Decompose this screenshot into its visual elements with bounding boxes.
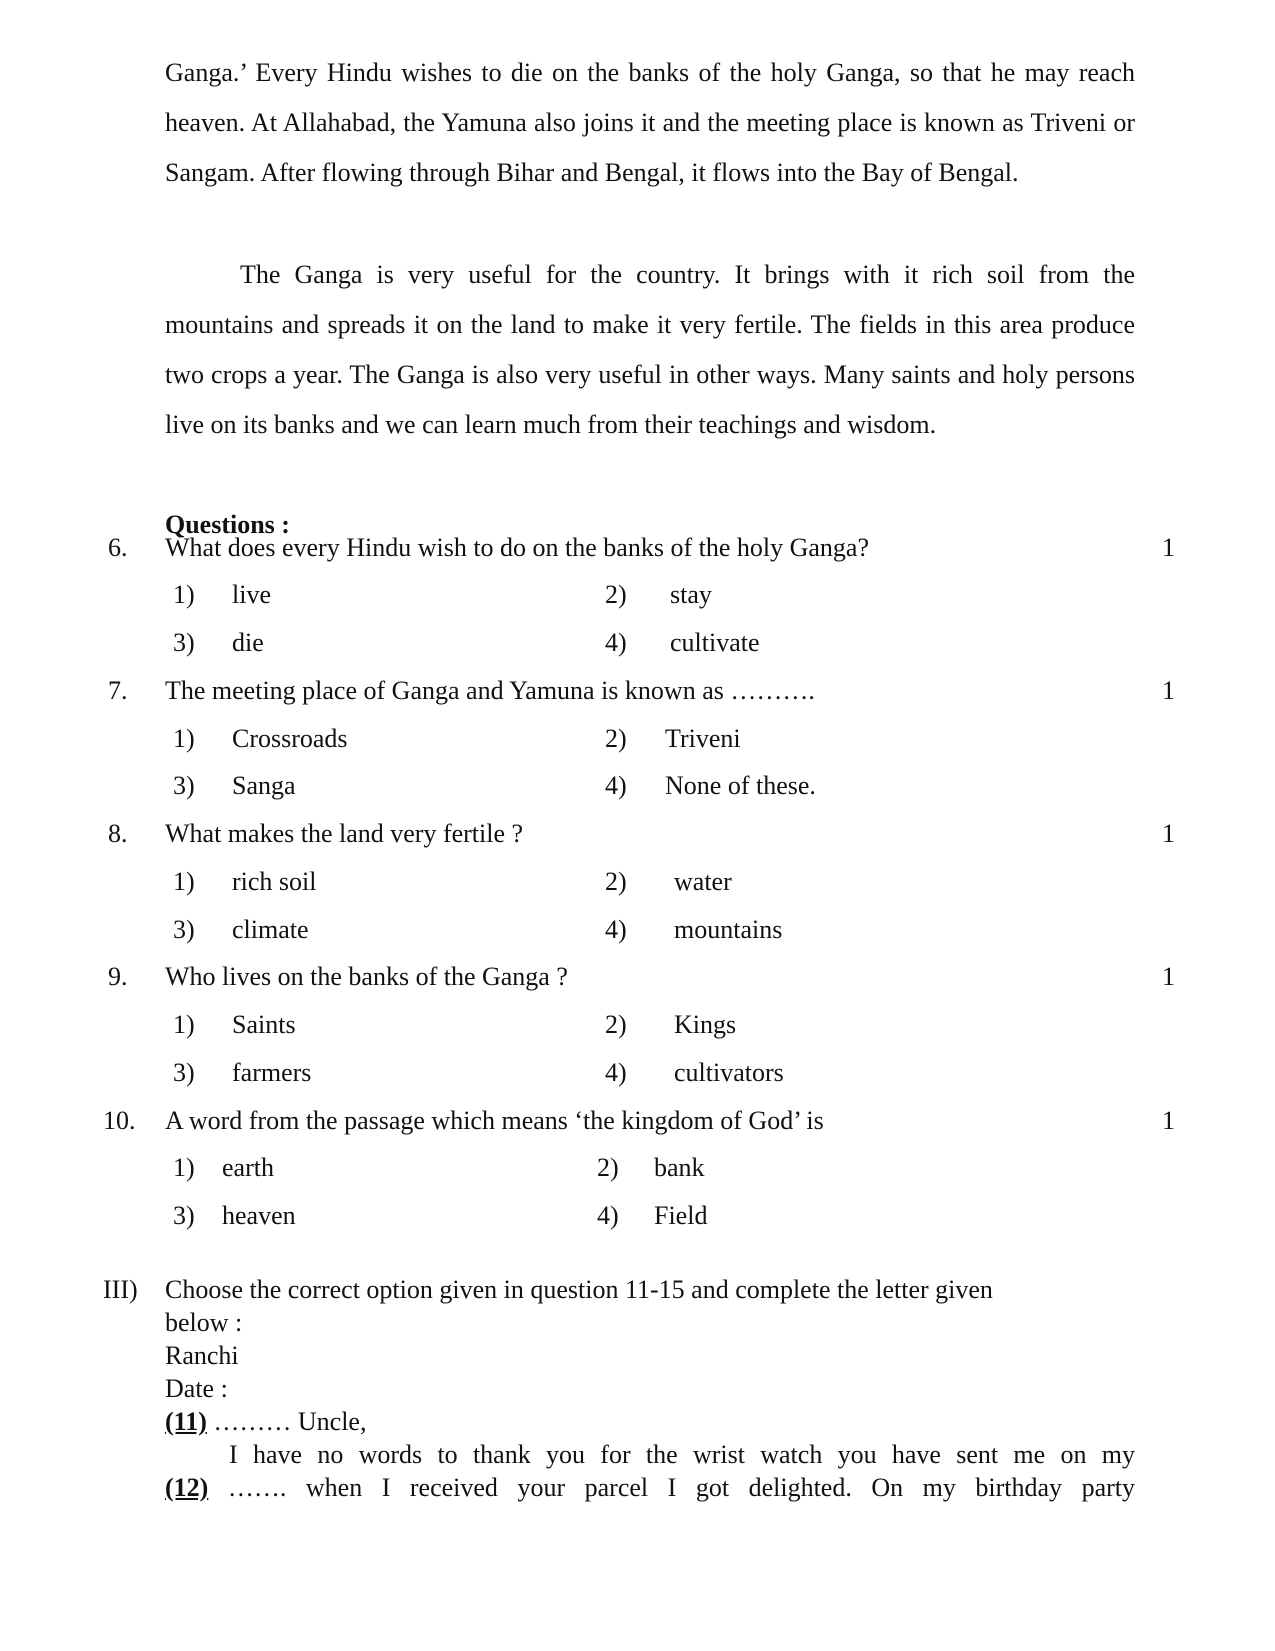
question-number: 7. [108, 676, 128, 705]
passage-paragraph-2: The Ganga is very useful for the country. It brings with it rich soil from the mountains and spreads it on the land to make it very fertile. The fields in this area produce two crops a year. The Ganga is also very useful in other ways. Many saints and holy persons live on its banks and we can learn much from their teachings and wisdom. [165, 260, 1135, 439]
option-number: 3) [173, 628, 195, 657]
option-number: 3) [173, 1201, 195, 1230]
option-text: rich soil [232, 867, 317, 896]
blank-11-number: (11) [165, 1407, 207, 1436]
option-number: 3) [173, 771, 195, 800]
question-text: A word from the passage which means ‘the kingdom of God’ is [165, 1106, 824, 1135]
section-3 [165, 1273, 1135, 1504]
option-number: 2) [605, 1010, 627, 1039]
question-text: The meeting place of Ganga and Yamuna is known as ………. [165, 676, 815, 705]
salutation-text: ……… Uncle, [206, 1407, 367, 1436]
option-number: 3) [173, 1058, 195, 1087]
option-number: 2) [605, 867, 627, 896]
option-text: farmers [232, 1058, 312, 1087]
option-number: 4) [605, 1058, 627, 1087]
question-marks: 1 [1162, 962, 1175, 991]
question-marks: 1 [1162, 1106, 1175, 1135]
option-number: 2) [597, 1153, 619, 1182]
option-text: Kings [674, 1010, 737, 1039]
question-marks: 1 [1162, 819, 1175, 848]
section-3-instruction-line-2: below : [165, 1308, 243, 1337]
option-text: water [674, 867, 732, 896]
option-text: Triveni [665, 724, 741, 753]
option-text: stay [670, 580, 712, 609]
option-text: live [232, 580, 271, 609]
body-line-2-text: ……. when I received your parcel I got delighted. On my birthday party [208, 1473, 1135, 1502]
passage-paragraph-1: Ganga.’ Every Hindu wishes to die on the banks of the holy Ganga, so that he may reach heaven. At Allahabad, the Yamuna also joins it and the meeting place is known as Triveni or Sangam. After flowing through Bihar and Bengal, it flows into the Bay of Bengal. [165, 58, 1135, 187]
option-number: 3) [173, 915, 195, 944]
letter-body-line-1: I have no words to thank you for the wrist watch you have sent me on my [229, 1440, 1135, 1469]
letter-place: Ranchi [165, 1341, 239, 1370]
option-text: die [232, 628, 264, 657]
letter-body-line-2 [165, 1471, 1135, 1504]
section-3-instruction-line-1: Choose the correct option given in question 11-15 and complete the letter given [165, 1275, 993, 1304]
option-number: 1) [173, 724, 195, 753]
option-text: bank [654, 1153, 705, 1182]
letter-salutation [165, 1405, 1135, 1438]
option-number: 1) [173, 580, 195, 609]
option-text: heaven [222, 1201, 296, 1230]
option-number: 1) [173, 1153, 195, 1182]
question-text: What makes the land very fertile ? [165, 819, 524, 848]
option-text: Saints [232, 1010, 296, 1039]
option-text: None of these. [665, 771, 816, 800]
question-number: 9. [108, 962, 128, 991]
section-3-number: III) [103, 1275, 138, 1304]
option-text: Sanga [232, 771, 296, 800]
option-number: 4) [605, 915, 627, 944]
questions-heading: Questions : [165, 510, 290, 539]
option-number: 1) [173, 1010, 195, 1039]
option-text: earth [222, 1153, 274, 1182]
option-number: 4) [597, 1201, 619, 1230]
option-text: cultivate [670, 628, 760, 657]
option-number: 4) [605, 628, 627, 657]
option-number: 2) [605, 580, 627, 609]
question-text: Who lives on the banks of the Ganga ? [165, 962, 568, 991]
option-number: 4) [605, 771, 627, 800]
question-number: 8. [108, 819, 128, 848]
option-text: cultivators [674, 1058, 784, 1087]
question-number: 10. [103, 1106, 136, 1135]
option-text: Field [654, 1201, 708, 1230]
question-marks: 1 [1162, 676, 1175, 705]
letter-date: Date : [165, 1374, 228, 1403]
question-number: 6. [108, 533, 128, 562]
option-text: Crossroads [232, 724, 348, 753]
question-marks: 1 [1162, 533, 1175, 562]
blank-12-number: (12) [165, 1473, 209, 1502]
question-text: What does every Hindu wish to do on the banks of the holy Ganga? [165, 533, 870, 562]
option-text: climate [232, 915, 309, 944]
option-number: 1) [173, 867, 195, 896]
option-text: mountains [674, 915, 783, 944]
option-number: 2) [605, 724, 627, 753]
